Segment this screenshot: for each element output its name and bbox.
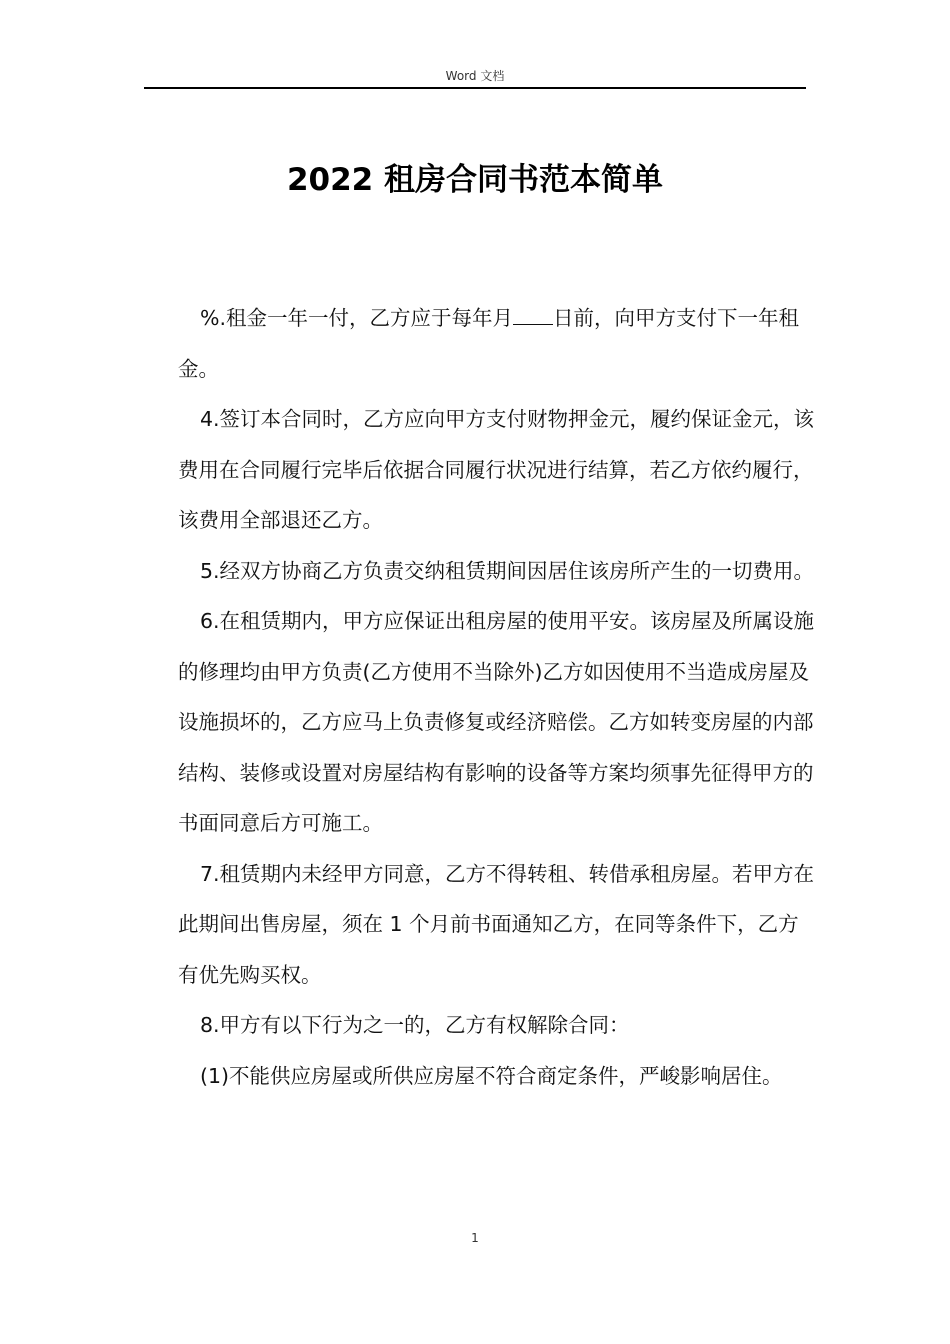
document-title: 2022 租房合同书范本简单 xyxy=(286,162,664,198)
page-number: 1 xyxy=(471,1231,479,1245)
document-body xyxy=(178,293,818,1101)
paragraph-rent-payment-text-start: %.租金一年一付，乙方应于每年月 xyxy=(200,306,513,330)
document-header-label: Word 文档 xyxy=(445,69,505,83)
paragraph-fees: 5.经双方协商乙方负责交纳租赁期间因居住该房所产生的一切费用。 xyxy=(200,558,815,583)
paragraph-termination: 8.甲方有以下行为之一的，乙方有权解除合同： xyxy=(200,1013,630,1037)
paragraph-deposit: 4.签订本合同时，乙方应向甲方支付财物押金元，履约保证金元，该费用在合同履行完毕后依据合同履行状况进行结算，若乙方依约履行，该费用全部退还乙方。 xyxy=(178,407,815,532)
paragraph-termination-item-1: (1)不能供应房屋或所供应房屋不符合商定条件，严峻影响居住。 xyxy=(200,1063,783,1088)
paragraph-rent-payment-text-end: 日前，向甲方支付下一年租金。 xyxy=(178,306,799,381)
header-divider xyxy=(144,87,806,89)
fill-in-blank xyxy=(513,306,553,325)
paragraph-sublease: 7.租赁期内未经甲方同意，乙方不得转租、转借承租房屋。若甲方在此期间出售房屋，须在 1 个月前书面通知乙方，在同等条件下，乙方有优先购买权。 xyxy=(178,861,815,987)
paragraph-rent-payment xyxy=(178,293,818,394)
paragraph-maintenance: 6.在租赁期内，甲方应保证出租房屋的使用平安。该房屋及所属设施的修理均由甲方负责(乙方使用不当除外)乙方如因使用不当造成房屋及设施损坏的，乙方应马上负责修复或经济赔偿。乙方如转变房屋的内部结构、装修或设置对房屋结构有影响的设备等方案均须事先征得甲方的书面同意后方可施工。 xyxy=(178,609,815,835)
